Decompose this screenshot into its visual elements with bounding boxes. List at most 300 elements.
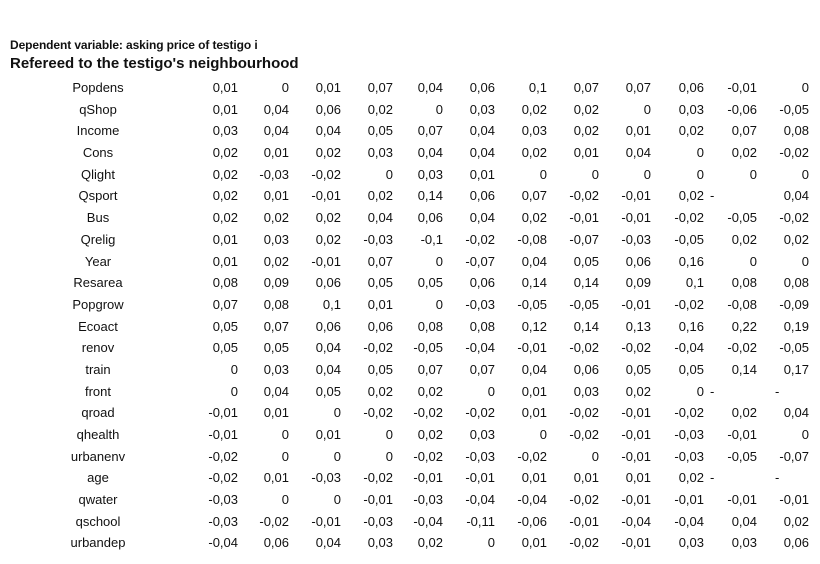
table-row	[0, 338, 820, 360]
table-row	[0, 100, 820, 122]
table-cell: 0,1	[322, 296, 341, 312]
table-cell: -0,02	[674, 210, 704, 226]
table-cell: 0,07	[625, 80, 651, 95]
table-cell: 0	[591, 166, 599, 182]
table-cell: 0	[333, 492, 341, 508]
variable-name: qschool	[75, 513, 121, 529]
table-cell: 0	[435, 101, 443, 117]
dependent-variable-label: Dependent variable: asking price of testigo i	[10, 38, 258, 52]
table-cell: 0,04	[417, 145, 443, 161]
table-cell: 0,01	[521, 535, 547, 551]
table-cell: 0,02	[731, 145, 757, 161]
table-cell: -0,01	[727, 427, 757, 442]
variable-name: Qlight	[81, 166, 115, 182]
table-cell: 0,05	[212, 318, 238, 334]
table-cell: -0,02	[779, 210, 809, 226]
table-cell: 0	[539, 166, 547, 182]
table-cell: 0,02	[212, 210, 238, 226]
table-cell: -0,02	[363, 405, 393, 421]
table-cell: 0,05	[212, 340, 238, 356]
table-cell: 0,04	[417, 80, 443, 95]
table-cell: 0,02	[315, 231, 341, 247]
table-cell: 0,03	[263, 361, 289, 377]
table-cell: 0,07	[367, 253, 393, 269]
table-cell: 0,02	[212, 145, 238, 161]
table-cell: -0,05	[569, 296, 599, 312]
table-cell: -0,04	[465, 492, 495, 508]
table-cell: 0,06	[263, 535, 289, 551]
table-cell: 0,07	[417, 361, 443, 377]
table-cell: 0	[643, 166, 651, 182]
table-cell: 0,02	[417, 535, 443, 551]
table-cell: 0,02	[521, 145, 547, 161]
table-cell: -0,02	[569, 492, 599, 508]
table-cell: -0,03	[674, 448, 704, 464]
variable-name: Income	[76, 123, 120, 139]
table-cell: 0,04	[263, 123, 289, 139]
table-cell: -0,02	[208, 470, 238, 486]
table-cell: 0,07	[263, 318, 289, 334]
table-cell: 0	[281, 427, 289, 442]
table-cell: -0,02	[569, 427, 599, 442]
table-cell: -0,07	[465, 253, 495, 269]
table-cell: 0,06	[315, 275, 341, 291]
table-cell: 0,14	[521, 275, 547, 291]
table-cell: 0,02	[315, 210, 341, 226]
table-cell: 0	[230, 361, 238, 377]
table-cell: -0,1	[420, 231, 443, 247]
table-row	[0, 382, 820, 404]
table-cell: -0,02	[674, 405, 704, 421]
table-cell: -0,08	[727, 296, 757, 312]
table-cell: -0,09	[779, 296, 809, 312]
table-cell: 0	[281, 448, 289, 464]
table-cell: 0,01	[212, 80, 238, 95]
table-cell: 0,06	[315, 318, 341, 334]
table-cell: 0,06	[367, 318, 393, 334]
table-cell: 0,03	[367, 535, 393, 551]
table-cell: 0,01	[315, 427, 341, 442]
table-cell: 0,04	[783, 188, 809, 204]
variable-name: train	[85, 361, 111, 377]
table-cell: 0,05	[573, 253, 599, 269]
table-row	[0, 425, 820, 447]
table-cell: -0,05	[517, 296, 547, 312]
table-cell: 0	[487, 535, 495, 551]
table-cell: 0,16	[678, 253, 704, 269]
table-cell: -0,03	[363, 513, 393, 529]
table-cell: 0,02	[625, 383, 651, 399]
table-cell: -0,02	[465, 231, 495, 247]
table-cell: 0,02	[417, 427, 443, 442]
table-cell: -0,01	[208, 405, 238, 421]
table-cell: -0,02	[569, 340, 599, 356]
table-cell: 0,16	[678, 318, 704, 334]
table-row	[0, 360, 820, 382]
table-cell: 0,02	[678, 188, 704, 204]
table-cell: 0,01	[263, 188, 289, 204]
variable-name: Bus	[86, 210, 110, 226]
table-cell: 0,04	[625, 145, 651, 161]
table-cell: 0,03	[469, 101, 495, 117]
table-row	[0, 165, 820, 187]
table-row	[0, 512, 820, 534]
table-cell: -0,04	[465, 340, 495, 356]
table-cell: 0,04	[469, 210, 495, 226]
variable-name: Year	[84, 253, 112, 269]
table-cell: 0,03	[367, 145, 393, 161]
table-cell: 0,08	[731, 275, 757, 291]
table-cell: -0,02	[259, 513, 289, 529]
table-cell: -0,04	[674, 340, 704, 356]
table-cell: 0	[333, 405, 341, 421]
variable-name: Qrelig	[80, 231, 116, 247]
table-cell: -0,02	[569, 188, 599, 204]
table-cell: 0,08	[417, 318, 443, 334]
table-cell: 0,04	[731, 513, 757, 529]
table-cell: 0,02	[573, 123, 599, 139]
variable-name: renov	[81, 340, 115, 356]
table-cell: -0,03	[674, 427, 704, 442]
table-cell: 0,05	[367, 361, 393, 377]
table-cell: 0,02	[678, 123, 704, 139]
table-cell: -0,01	[621, 188, 651, 204]
table-cell: 0,02	[783, 231, 809, 247]
table-cell: 0,05	[263, 340, 289, 356]
table-cell: 0,06	[469, 80, 495, 95]
table-cell: -	[710, 188, 715, 204]
table-row	[0, 403, 820, 425]
table-cell: -0,01	[621, 448, 651, 464]
table-cell: 0,04	[315, 535, 341, 551]
table-row	[0, 252, 820, 274]
table-cell: 0,19	[783, 318, 809, 334]
table-cell: -0,02	[569, 535, 599, 551]
table-row	[0, 295, 820, 317]
table-cell: -0,01	[621, 492, 651, 508]
table-cell: 0,14	[573, 318, 599, 334]
table-cell: 0,04	[367, 210, 393, 226]
table-cell: 0,01	[521, 383, 547, 399]
table-cell: 0	[281, 80, 289, 95]
table-cell: 0,01	[521, 405, 547, 421]
table-cell: -0,02	[779, 145, 809, 161]
table-cell: -0,03	[363, 231, 393, 247]
table-cell: -0,01	[621, 296, 651, 312]
table-cell: -0,07	[569, 231, 599, 247]
table-cell: 0,02	[263, 210, 289, 226]
table-cell: 0,07	[573, 80, 599, 95]
table-cell: -0,01	[569, 210, 599, 226]
table-cell: 0,01	[263, 405, 289, 421]
table-cell: 0,01	[521, 470, 547, 486]
table-cell: 0,05	[367, 123, 393, 139]
table-cell: 0,07	[212, 296, 238, 312]
table-row	[0, 208, 820, 230]
table-cell: -0,03	[208, 492, 238, 508]
table-cell: 0,02	[367, 101, 393, 117]
table-cell: 0,06	[678, 80, 704, 95]
table-row	[0, 468, 820, 490]
table-row	[0, 533, 820, 555]
table-cell: 0,17	[783, 361, 809, 377]
table-cell: 0,04	[263, 101, 289, 117]
table-cell: 0,02	[315, 145, 341, 161]
table-cell: -0,01	[311, 513, 341, 529]
variable-name: qwater	[78, 492, 118, 508]
table-cell: -0,05	[779, 101, 809, 117]
table-cell: -	[775, 470, 780, 486]
table-cell: 0,01	[263, 145, 289, 161]
table-cell: -0,01	[727, 80, 757, 95]
table-cell: -0,02	[569, 405, 599, 421]
table-cell: 0,02	[263, 253, 289, 269]
variable-name: Resarea	[73, 275, 123, 291]
table-cell: 0,03	[417, 166, 443, 182]
table-cell: 0,02	[731, 405, 757, 421]
table-cell: -0,03	[465, 296, 495, 312]
table-cell: 0,01	[263, 470, 289, 486]
table-cell: -0,04	[674, 513, 704, 529]
table-cell: 0	[333, 448, 341, 464]
table-cell: -0,01	[208, 427, 238, 442]
table-cell: -0,04	[621, 513, 651, 529]
table-cell: -0,01	[311, 253, 341, 269]
table-cell: 0,03	[678, 535, 704, 551]
table-cell: 0,03	[731, 535, 757, 551]
table-cell: 0,01	[573, 145, 599, 161]
table-cell: -0,06	[517, 513, 547, 529]
table-cell: 0	[643, 101, 651, 117]
table-cell: 0,04	[263, 383, 289, 399]
table-cell: 0,02	[212, 188, 238, 204]
table-cell: -0,06	[727, 101, 757, 117]
table-cell: 0,14	[417, 188, 443, 204]
table-row	[0, 273, 820, 295]
table-cell: -0,02	[363, 470, 393, 486]
table-cell: 0,1	[685, 275, 704, 291]
table-cell: 0,05	[625, 361, 651, 377]
table-cell: 0,08	[469, 318, 495, 334]
table-cell: 0,06	[469, 188, 495, 204]
table-cell: 0,13	[625, 318, 651, 334]
table-cell: -0,02	[727, 340, 757, 356]
variable-name: Popgrow	[72, 296, 124, 312]
table-cell: -0,01	[465, 470, 495, 486]
table-cell: -0,04	[517, 492, 547, 508]
table-cell: 0,14	[731, 361, 757, 377]
table-cell: 0,12	[521, 318, 547, 334]
table-cell: 0	[487, 383, 495, 399]
table-cell: -0,02	[363, 340, 393, 356]
table-cell: -0,11	[466, 513, 495, 529]
table-row	[0, 230, 820, 252]
table-cell: 0,06	[625, 253, 651, 269]
table-cell: -0,02	[465, 405, 495, 421]
table-cell: 0,02	[367, 383, 393, 399]
table-cell: 0,08	[263, 296, 289, 312]
variable-name: Popdens	[72, 80, 124, 95]
table-cell: -0,05	[413, 340, 443, 356]
variable-name: front	[84, 383, 111, 399]
table-cell: 0,04	[469, 123, 495, 139]
table-cell: -0,02	[311, 166, 341, 182]
table-cell: -0,01	[569, 513, 599, 529]
table-cell: 0	[385, 448, 393, 464]
table-cell: -0,05	[727, 210, 757, 226]
table-cell: 0,07	[521, 188, 547, 204]
variable-name: urbanenv	[70, 448, 126, 464]
variable-name: age	[87, 470, 109, 486]
table-cell: -0,05	[674, 231, 704, 247]
table-cell: -0,03	[208, 513, 238, 529]
table-cell: 0,07	[417, 123, 443, 139]
table-cell: 0	[281, 492, 289, 508]
table-cell: -	[710, 383, 715, 399]
table-cell: -0,01	[674, 492, 704, 508]
table-cell: 0,05	[678, 361, 704, 377]
table-cell: 0	[696, 166, 704, 182]
table-cell: -0,07	[779, 448, 809, 464]
table-cell: 0	[801, 80, 809, 95]
table-cell: -0,02	[517, 448, 547, 464]
table-cell: 0,02	[417, 383, 443, 399]
table-cell: 0	[696, 145, 704, 161]
variable-name: qShop	[79, 101, 117, 117]
table-cell: 0,01	[367, 296, 393, 312]
table-cell: 0	[435, 253, 443, 269]
table-cell: 0,04	[521, 253, 547, 269]
table-cell: 0	[801, 427, 809, 442]
table-cell: 0,14	[573, 275, 599, 291]
table-cell: -0,04	[413, 513, 443, 529]
table-row	[0, 490, 820, 512]
table-cell: -0,02	[621, 340, 651, 356]
table-cell: 0	[385, 427, 393, 442]
table-cell: 0	[801, 253, 809, 269]
table-cell: 0,02	[367, 188, 393, 204]
table-cell: 0,01	[573, 470, 599, 486]
coefficient-table	[0, 78, 820, 555]
table-row	[0, 317, 820, 339]
table-cell: 0,1	[528, 80, 547, 95]
table-cell: 0,01	[625, 470, 651, 486]
table-cell: -0,02	[674, 296, 704, 312]
table-cell: 0,07	[731, 123, 757, 139]
table-cell: -0,02	[208, 448, 238, 464]
table-cell: 0,01	[315, 80, 341, 95]
table-cell: -0,01	[413, 470, 443, 486]
table-cell: 0	[385, 166, 393, 182]
table-cell: 0,08	[783, 275, 809, 291]
table-cell: -0,03	[413, 492, 443, 508]
table-cell: 0,08	[783, 123, 809, 139]
table-cell: 0,06	[315, 101, 341, 117]
table-cell: 0	[749, 166, 757, 182]
table-cell: 0,22	[731, 318, 757, 334]
table-cell: 0	[539, 427, 547, 442]
variable-name: Ecoact	[78, 318, 118, 334]
table-cell: 0,05	[315, 383, 341, 399]
table-cell: 0,04	[315, 340, 341, 356]
table-row	[0, 78, 820, 100]
table-cell: 0,03	[678, 101, 704, 117]
table-cell: -0,01	[363, 492, 393, 508]
table-cell: -0,03	[259, 166, 289, 182]
table-cell: 0,03	[521, 123, 547, 139]
table-cell: 0,01	[212, 253, 238, 269]
table-cell: 0,05	[367, 275, 393, 291]
section-heading: Refereed to the testigo's neighbourhood	[10, 55, 299, 72]
table-cell: -0,01	[621, 535, 651, 551]
table-cell: 0,09	[263, 275, 289, 291]
table-cell: -0,02	[413, 405, 443, 421]
table-cell: -0,01	[727, 492, 757, 508]
table-cell: -0,08	[517, 231, 547, 247]
table-cell: 0,04	[783, 405, 809, 421]
table-cell: 0	[435, 296, 443, 312]
table-cell: 0,08	[212, 275, 238, 291]
variable-name: qroad	[81, 405, 115, 421]
table-cell: -0,01	[517, 340, 547, 356]
table-cell: 0,03	[263, 231, 289, 247]
table-cell: 0	[749, 253, 757, 269]
variable-name: urbandep	[70, 535, 126, 551]
table-cell: 0,02	[731, 231, 757, 247]
table-cell: 0,04	[315, 123, 341, 139]
table-cell: -0,05	[727, 448, 757, 464]
table-row	[0, 121, 820, 143]
table-row	[0, 186, 820, 208]
table-cell: 0,03	[212, 123, 238, 139]
table-cell: -0,01	[779, 492, 809, 508]
table-cell: 0,02	[521, 101, 547, 117]
table-cell: 0	[801, 166, 809, 182]
table-cell: 0,06	[783, 535, 809, 551]
variable-name: qhealth	[76, 427, 120, 442]
table-cell: 0,07	[367, 80, 393, 95]
table-cell: 0,01	[625, 123, 651, 139]
table-cell: -0,03	[621, 231, 651, 247]
table-cell: 0,01	[469, 166, 495, 182]
table-cell: -	[710, 470, 715, 486]
table-cell: 0,06	[469, 275, 495, 291]
table-cell: 0,04	[315, 361, 341, 377]
table-cell: 0,01	[212, 231, 238, 247]
table-cell: 0,02	[783, 513, 809, 529]
table-cell: 0	[591, 448, 599, 464]
variable-name: Qsport	[78, 188, 118, 204]
table-row	[0, 143, 820, 165]
table-cell: 0,04	[521, 361, 547, 377]
table-cell: 0,06	[573, 361, 599, 377]
table-cell: 0,05	[417, 275, 443, 291]
table-cell: 0,02	[521, 210, 547, 226]
table-cell: 0,02	[678, 470, 704, 486]
table-cell: -0,03	[311, 470, 341, 486]
table-cell: -0,05	[779, 340, 809, 356]
table-cell: 0,02	[573, 101, 599, 117]
table-cell: 0,04	[469, 145, 495, 161]
table-cell: -0,01	[621, 427, 651, 442]
table-cell: 0,03	[573, 383, 599, 399]
table-cell: -0,02	[413, 448, 443, 464]
table-cell: -0,04	[208, 535, 238, 551]
table-cell: 0,07	[469, 361, 495, 377]
table-cell: 0,09	[625, 275, 651, 291]
table-row	[0, 447, 820, 469]
table-cell: 0,06	[417, 210, 443, 226]
